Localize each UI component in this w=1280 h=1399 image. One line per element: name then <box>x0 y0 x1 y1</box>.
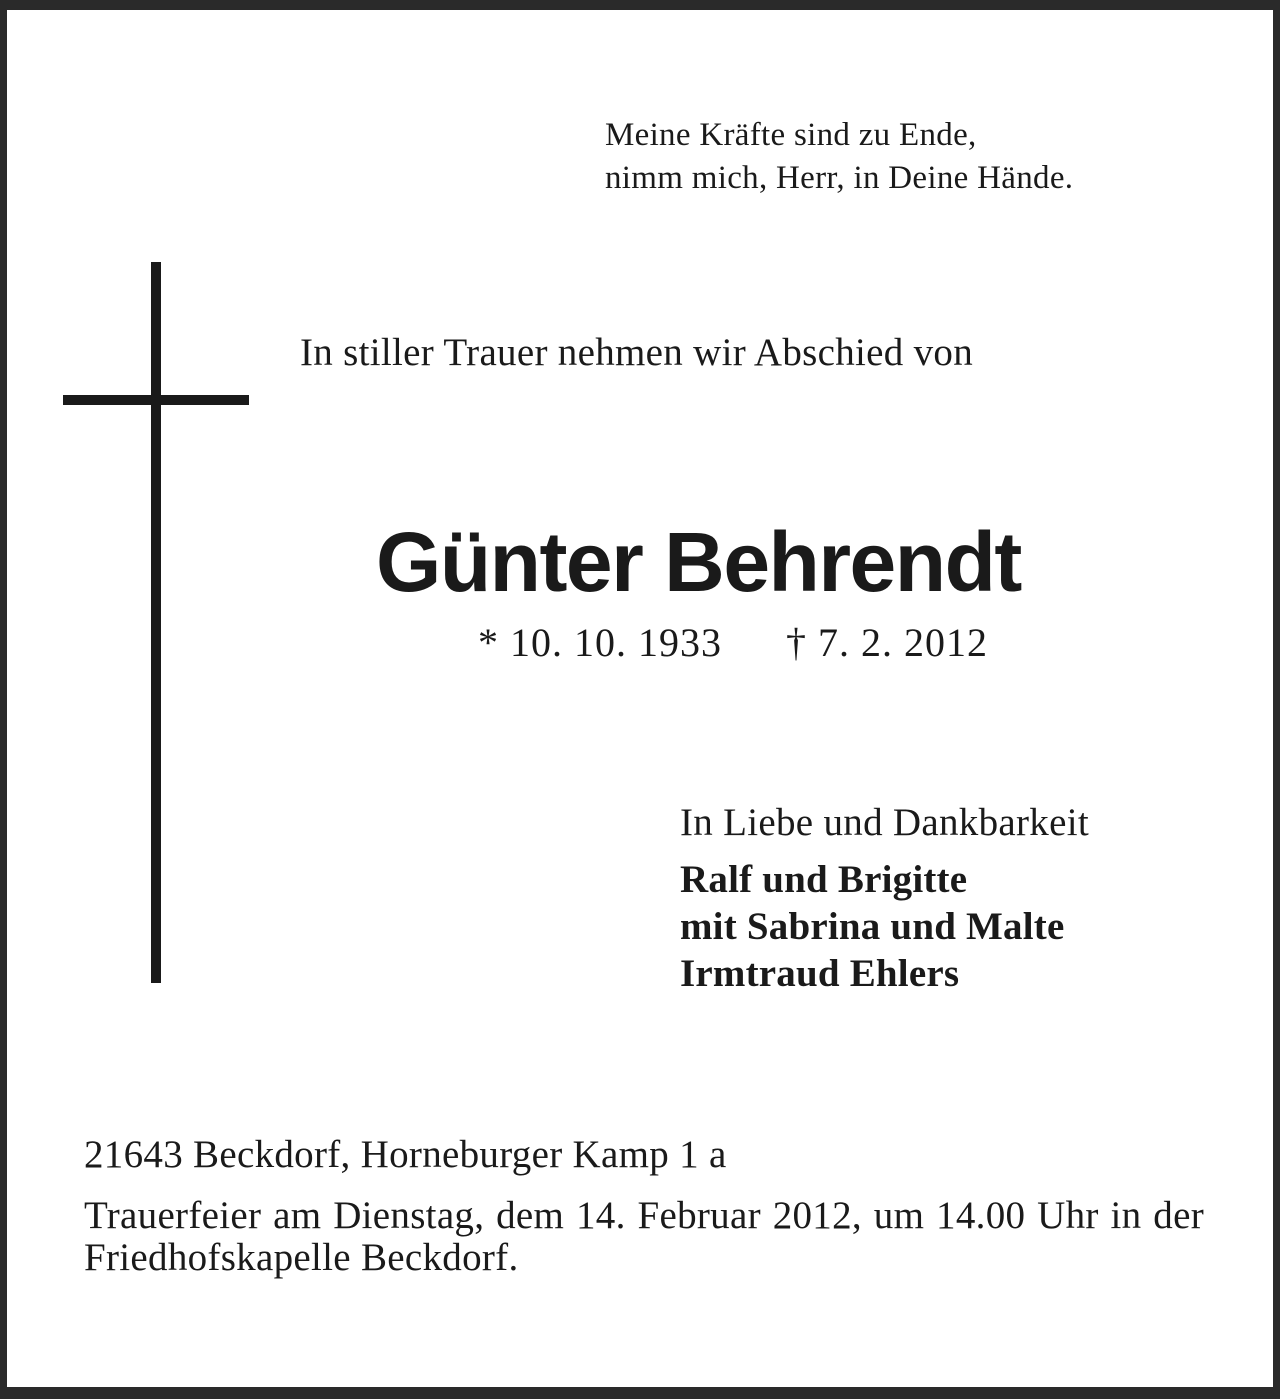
motto-line-1: Meine Kräfte sind zu Ende, <box>605 117 977 153</box>
death-date: † 7. 2. 2012 <box>786 620 988 665</box>
service-info: Trauerfeier am Dienstag, dem 14. Februar 2012, um 14.00 Uhr in der Friedhofskapelle Beckdorf. <box>84 1194 1204 1279</box>
mourner-line: Ralf und Brigitte <box>680 858 968 901</box>
life-dates <box>478 618 988 668</box>
mourner-line: Irmtraud Ehlers <box>680 952 960 995</box>
deceased-name: Günter Behrendt <box>376 515 1021 609</box>
cross-icon-horizontal-bar <box>63 395 249 405</box>
mourner-line: mit Sabrina und Malte <box>680 905 1065 948</box>
thanks-line: In Liebe und Dankbarkeit <box>680 801 1089 844</box>
intro-line: In stiller Trauer nehmen wir Abschied von <box>300 331 974 374</box>
address-line: 21643 Beckdorf, Horneburger Kamp 1 a <box>84 1133 727 1176</box>
mourners-list <box>680 856 1065 997</box>
birth-date: * 10. 10. 1933 <box>478 620 722 665</box>
cross-icon-vertical-bar <box>151 262 161 983</box>
motto-line-2: nimm mich, Herr, in Deine Hände. <box>605 160 1074 196</box>
motto-verse <box>605 114 1073 200</box>
